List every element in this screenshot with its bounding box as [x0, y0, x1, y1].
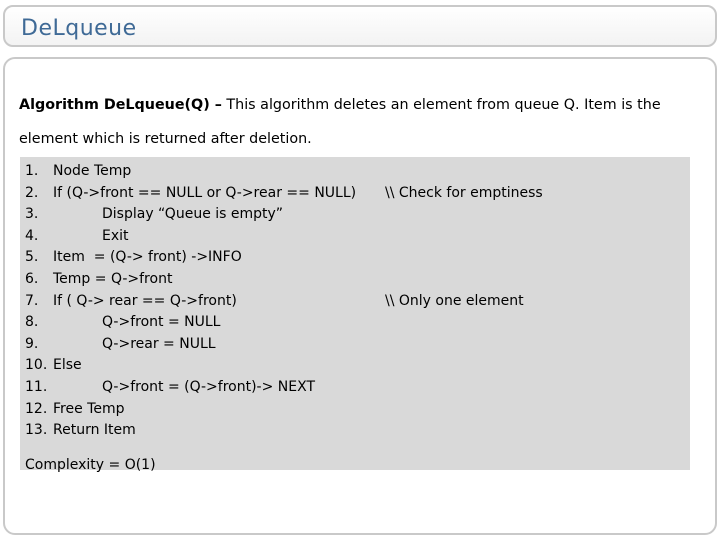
- step-4: 4. Exit: [25, 227, 129, 244]
- step-6: 6. Temp = Q->front: [25, 271, 173, 287]
- algorithm-description: This algorithm deletes an element from queue Q. Item is the element which is returned after deletion.: [19, 97, 661, 147]
- algorithm-name: Algorithm DeLqueue(Q) –: [19, 97, 222, 113]
- step-8: 8. Q->front = NULL: [25, 314, 221, 331]
- comment-check-emptiness: \\ Check for emptiness: [385, 184, 543, 201]
- step-9: 9. Q->rear = NULL: [25, 335, 216, 352]
- step-12: 12. Free Temp: [25, 400, 125, 417]
- step-1: 1. Node Temp: [25, 163, 132, 179]
- complexity-note: Complexity = O(1): [25, 457, 156, 473]
- step-7: 7. If ( Q-> rear == Q->front): [25, 292, 237, 309]
- slide-title: DeLqueue: [21, 16, 137, 41]
- step-2: 2. If (Q->front == NULL or Q->rear == NULL): [25, 184, 357, 201]
- step-5: 5. Item = (Q-> front) ->INFO: [25, 249, 242, 266]
- step-10: 10. Else: [25, 357, 82, 374]
- title-bar: [3, 5, 717, 47]
- step-11: 11. Q->front = (Q->front)-> NEXT: [25, 379, 315, 395]
- comment-only-one-element: \\ Only one element: [385, 292, 524, 309]
- algorithm-heading: [19, 88, 709, 156]
- step-13: 13. Return Item: [25, 422, 136, 439]
- step-3: 3. Display “Queue is empty”: [25, 206, 284, 223]
- pseudocode-box: [20, 157, 690, 473]
